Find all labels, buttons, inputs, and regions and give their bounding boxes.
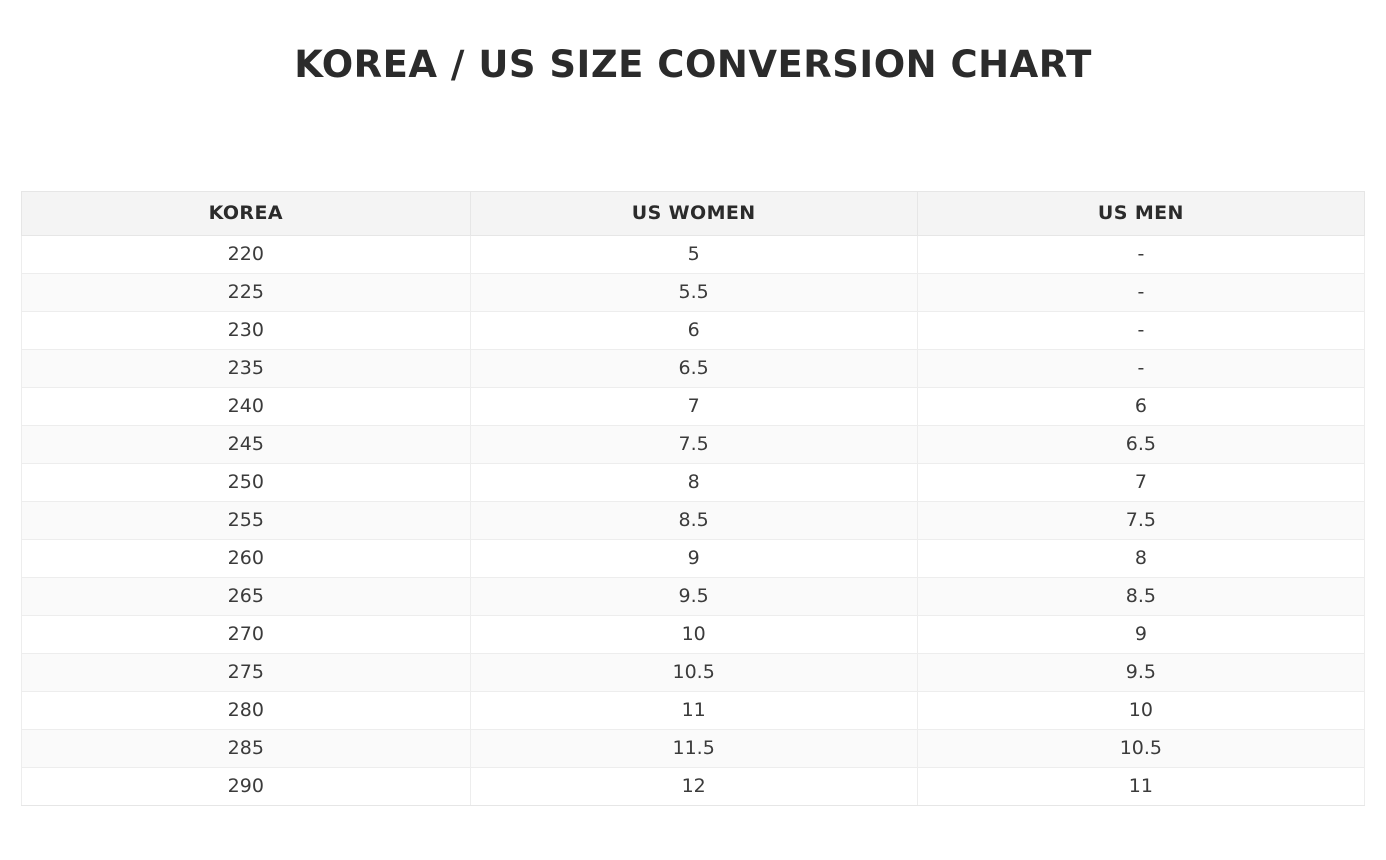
table-body [22,235,1365,805]
table-cell: 11 [470,691,917,729]
column-header-us-women: US WOMEN [470,191,917,235]
table-cell: 285 [22,729,471,767]
table-cell: 6.5 [470,349,917,387]
table-cell: 255 [22,501,471,539]
table-cell: 9.5 [470,577,917,615]
table-cell: 235 [22,349,471,387]
table-row [22,767,1365,805]
size-conversion-table [21,191,1365,806]
table-cell: 10 [470,615,917,653]
table-cell: 290 [22,767,471,805]
column-header-korea: KOREA [22,191,471,235]
table-row [22,539,1365,577]
table-row [22,425,1365,463]
table-cell: 7 [917,463,1364,501]
table-cell: 250 [22,463,471,501]
table-row [22,577,1365,615]
page-title: KOREA / US SIZE CONVERSION CHART [294,42,1092,86]
table-row [22,311,1365,349]
size-chart-page [0,25,1386,860]
table-cell: 9 [917,615,1364,653]
table-row [22,691,1365,729]
table-cell: 260 [22,539,471,577]
table-row [22,463,1365,501]
table-cell: 5.5 [470,273,917,311]
table-header [22,191,1365,235]
table-row [22,387,1365,425]
table-cell: 9.5 [917,653,1364,691]
table-cell: 6 [470,311,917,349]
table-cell: - [917,235,1364,273]
table-cell: - [917,349,1364,387]
table-cell: 265 [22,577,471,615]
column-header-us-men: US MEN [917,191,1364,235]
table-cell: 8 [917,539,1364,577]
table-row [22,501,1365,539]
table-row [22,653,1365,691]
table-cell: 7.5 [917,501,1364,539]
table-row [22,273,1365,311]
table-row [22,729,1365,767]
table-cell: 8 [470,463,917,501]
table-row [22,235,1365,273]
table-cell: 6.5 [917,425,1364,463]
table-cell: - [917,273,1364,311]
table-cell: 275 [22,653,471,691]
table-cell: 9 [470,539,917,577]
table-cell: 280 [22,691,471,729]
table-cell: 225 [22,273,471,311]
table-cell: 5 [470,235,917,273]
table-cell: 240 [22,387,471,425]
table-cell: 10.5 [470,653,917,691]
table-cell: 11 [917,767,1364,805]
table-cell: 7 [470,387,917,425]
table-cell: 12 [470,767,917,805]
table-row [22,349,1365,387]
table-cell: 270 [22,615,471,653]
table-cell: 8.5 [470,501,917,539]
table-cell: 7.5 [470,425,917,463]
table-cell: 10.5 [917,729,1364,767]
table-row [22,615,1365,653]
table-cell: 10 [917,691,1364,729]
table-cell: 6 [917,387,1364,425]
table-cell: 11.5 [470,729,917,767]
table-header-row [22,191,1365,235]
table-cell: 220 [22,235,471,273]
table-cell: 230 [22,311,471,349]
table-cell: - [917,311,1364,349]
table-cell: 8.5 [917,577,1364,615]
table-cell: 245 [22,425,471,463]
size-conversion-table-container [21,191,1365,806]
